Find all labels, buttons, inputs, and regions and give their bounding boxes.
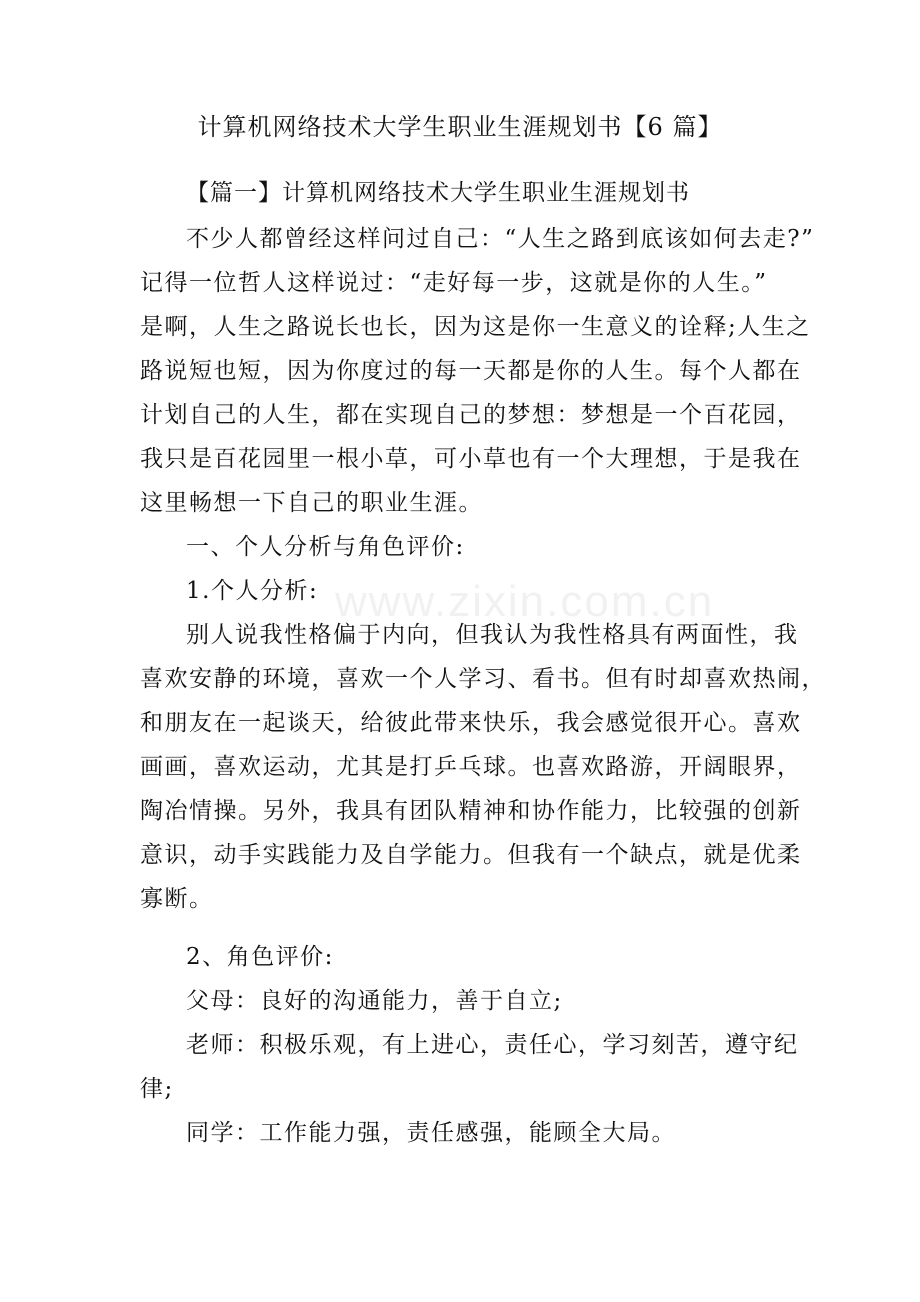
paragraph-line: 我只是百花园里一根小草，可小草也有一个大理想，于是我在 (140, 446, 802, 472)
paragraph-line: 不少人都曾经这样问过自己：“人生之路到底该如何去走?” (186, 226, 815, 252)
paragraph-line: 陶冶情操。另外，我具有团队精神和协作能力，比较强的创新 (140, 798, 802, 824)
document-title: 计算机网络技术大学生职业生涯规划书【6 篇】 (197, 113, 723, 141)
watermark-text: www.zixin.com.cn (335, 577, 715, 626)
section-heading: 【篇一】计算机网络技术大学生职业生涯规划书 (186, 180, 690, 206)
paragraph-line: 画画，喜欢运动，尤其是打乒乓球。也喜欢路游，开阔眼界， (140, 754, 802, 780)
paragraph-line: 别人说我性格偏于内向，但我认为我性格具有两面性，我 (186, 622, 799, 648)
paragraph-line: 这里畅想一下自己的职业生涯。 (140, 490, 483, 516)
paragraph-line: 同学：工作能力强，责任感强，能顾全大局。 (186, 1120, 676, 1146)
paragraph-line: 和朋友在一起谈天，给彼此带来快乐，我会感觉很开心。喜欢 (140, 710, 802, 736)
paragraph-line: 计划自己的人生，都在实现自己的梦想：梦想是一个百花园， (140, 402, 802, 428)
paragraph-line: 意识，动手实践能力及自学能力。但我有一个缺点，就是优柔 (140, 842, 802, 868)
section-subheading: 一、个人分析与角色评价: (186, 534, 465, 560)
paragraph-line: 寡断。 (140, 886, 214, 912)
paragraph-line: 路说短也短，因为你度过的每一天都是你的人生。每个人都在 (140, 358, 802, 384)
paragraph-line: 老师：积极乐观，有上进心，责任心，学习刻苦，遵守纪 (186, 1032, 799, 1058)
paragraph-line: 记得一位哲人这样说过：“走好每一步，这就是你的人生。” (140, 270, 768, 296)
paragraph-line: 喜欢安静的环境，喜欢一个人学习、看书。但有时却喜欢热闹， (140, 666, 826, 692)
section-subheading: 1.个人分析: (186, 578, 319, 604)
section-subheading: 2、角色评价: (186, 944, 334, 970)
paragraph-line: 父母：良好的沟通能力，善于自立; (186, 988, 563, 1014)
paragraph-line: 律; (140, 1076, 174, 1102)
paragraph-line: 是啊，人生之路说长也长，因为这是你一生意义的诠释;人生之 (140, 314, 811, 340)
